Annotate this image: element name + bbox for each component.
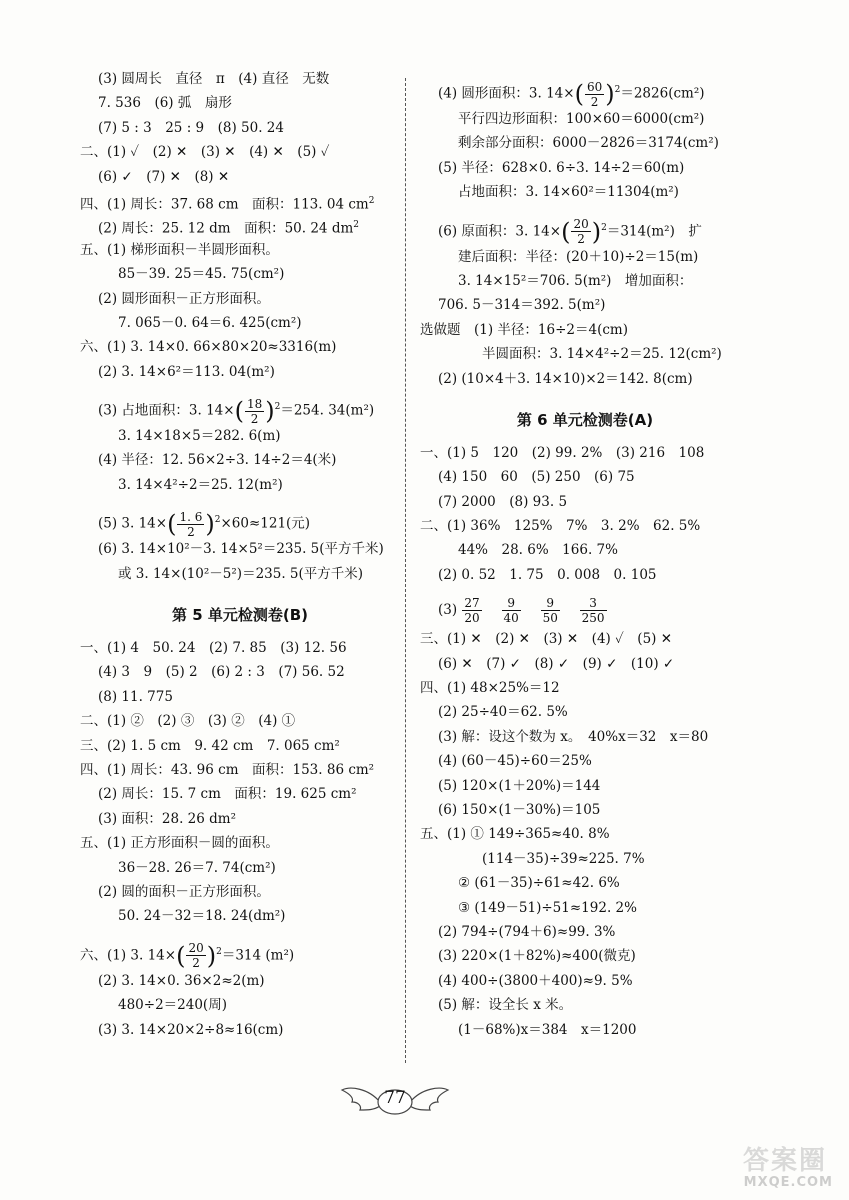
answer-line: (2) 0. 52 1. 75 0. 008 0. 105 bbox=[438, 566, 657, 583]
fraction: $\frac{1. 6}{2}$ bbox=[179, 509, 203, 539]
answer-line: 四、(1) 周长：43. 96 cm 面积：153. 86 cm² bbox=[80, 761, 375, 778]
answer-line: 一、(1) 4 50. 24 (2) 7. 85 (3) 12. 56 bbox=[80, 640, 347, 657]
answer-line: ③ (149－51)÷51≈192. 2% bbox=[458, 899, 637, 916]
right-column bbox=[420, 70, 750, 1045]
answer-line: 六、(1) 3. 14×0. 66×80×20≈3316(m) bbox=[80, 339, 337, 356]
answer-line: 六、(1) 3. 14×( $\frac{20}{2}$ )$^2$＝314 (m²) bbox=[80, 941, 295, 971]
answer-line: (2) 25÷40＝62. 5% bbox=[438, 704, 568, 721]
answer-line: 二、(1) ✓ (2) ✕ (3) ✕ (4) ✕ (5) ✓ bbox=[80, 144, 330, 161]
answer-line: (2) 圆形面积－正方形面积。 bbox=[98, 290, 270, 307]
answer-line bbox=[420, 590, 750, 630]
answer-line: (3) 220×(1＋82%)≈400(微克) bbox=[438, 948, 636, 965]
answer-line: 44% 28. 6% 166. 7% bbox=[458, 542, 618, 559]
answer-text: (4) 圆形面积：3. 14× bbox=[438, 85, 575, 102]
left-column bbox=[80, 70, 400, 1045]
answer-line: 占地面积：3. 14×60²＝11304(m²) bbox=[458, 184, 679, 201]
answer-line: (7) 2000 (8) 93. 5 bbox=[438, 493, 568, 510]
watermark-text: 答案圈 bbox=[742, 1146, 827, 1176]
answer-line: (6) 150×(1－30%)＝105 bbox=[438, 801, 601, 818]
answer-line: 选做题 (1) 半径：16÷2＝4(cm) bbox=[420, 321, 628, 338]
answer-line: 7. 065－0. 64＝6. 425(cm²) bbox=[118, 314, 302, 331]
answer-line: (4) 3 9 (5) 2 (6) 2 : 3 (7) 56. 52 bbox=[98, 664, 345, 681]
fraction: $\frac{9}{50}$ bbox=[542, 596, 558, 626]
answer-line: 五、(1) 正方形面积－圆的面积。 bbox=[80, 835, 279, 852]
answer-line: 480÷2＝240(周) bbox=[118, 997, 227, 1014]
answer-line: 3. 14×4²÷2＝25. 12(m²) bbox=[118, 476, 283, 493]
answer-line: (2) 周长：25. 12 dm 面积：50. 24 $dm^2$ bbox=[98, 220, 359, 237]
answer-line: ② (61－35)÷61≈42. 6% bbox=[458, 875, 620, 892]
answer-line: 50. 24－32＝18. 24(dm²) bbox=[118, 908, 286, 925]
answer-line: 85－39. 25＝45. 75(cm²) bbox=[118, 266, 285, 283]
answer-text: 六、(1) 3. 14× bbox=[80, 947, 177, 964]
fraction: $\frac{27}{20}$ bbox=[464, 596, 480, 626]
answer-text: ＝314 (m²) bbox=[221, 947, 295, 964]
answer-line: (4) 150 60 (5) 250 (6) 75 bbox=[438, 469, 635, 486]
answer-line: 建后面积：半径：(20＋10)÷2＝15(m) bbox=[458, 248, 699, 265]
answer-line: 706. 5－314＝392. 5(m²) bbox=[438, 297, 606, 314]
page-number-badge bbox=[340, 1080, 450, 1120]
answer-line: (2) 3. 14×0. 36×2≈2(m) bbox=[98, 972, 265, 989]
answer-line: (5) 3. 14×( $\frac{1. 6}{2}$ )$^2$×60≈121(元) bbox=[98, 509, 311, 539]
answer-line: 半圆面积：3. 14×4²÷2＝25. 12(cm²) bbox=[482, 346, 722, 363]
answer-line: 7. 536 (6) 弧 扇形 bbox=[98, 95, 232, 112]
fraction: $\frac{9}{40}$ bbox=[503, 596, 519, 626]
fraction: $\frac{20}{2}$ bbox=[573, 217, 589, 247]
answer-line: 四、(1) 周长：37. 68 cm 面积：113. 04 $cm^2$ bbox=[80, 195, 375, 213]
watermark-logo bbox=[713, 1140, 833, 1190]
answer-line: (114－35)÷39≈225. 7% bbox=[482, 850, 645, 867]
answer-line: (7) 5 : 3 25 : 9 (8) 50. 24 bbox=[98, 119, 284, 136]
fraction: $\frac{20}{2}$ bbox=[188, 941, 204, 971]
answer-line: 二、(1) ② (2) ③ (3) ② (4) ① bbox=[80, 713, 296, 730]
answer-line: (6) 原面积：3. 14×( $\frac{20}{2}$ )$^2$＝314(m²) 扩 bbox=[438, 217, 702, 247]
answer-line: (2) 圆的面积－正方形面积。 bbox=[98, 883, 270, 900]
answer-line: (4) (60－45)÷60＝25% bbox=[438, 753, 592, 770]
answer-text: (3) bbox=[438, 602, 458, 619]
answer-text: ＝254. 34(m²) bbox=[280, 402, 375, 419]
fraction: $\frac{18}{2}$ bbox=[246, 396, 263, 426]
answer-line: (2) 794÷(794＋6)≈99. 3% bbox=[438, 923, 616, 940]
answer-line: (6) ✓ (7) ✕ (8) ✕ bbox=[98, 168, 230, 185]
answer-line: 或 3. 14×(10²－5²)＝235. 5(平方千米) bbox=[118, 565, 364, 582]
answer-text: ＝2826(cm²) bbox=[620, 85, 705, 102]
answer-text: ×60≈121(元) bbox=[220, 515, 311, 532]
answer-line: 3. 14×18×5＝282. 6(m) bbox=[118, 428, 281, 445]
answer-text: 四、(1) 周长：37. 68 cm 面积：113. 04 cm bbox=[80, 196, 369, 213]
column-divider bbox=[405, 78, 406, 1063]
answer-line: (2) 周长：15. 7 cm 面积：19. 625 cm² bbox=[98, 786, 357, 803]
fraction: $\frac{60}{2}$ bbox=[586, 79, 603, 109]
answer-line: (5) 半径：628×0. 6÷3. 14÷2＝60(m) bbox=[438, 159, 685, 176]
answer-line: (4) 400÷(3800＋400)≈9. 5% bbox=[438, 972, 633, 989]
answer-line: (3) 3. 14×20×2÷8≈16(cm) bbox=[98, 1021, 284, 1038]
answer-line: 五、(1) ① 149÷365≈40. 8% bbox=[420, 826, 610, 843]
answer-line: (6) 3. 14×10²－3. 14×5²＝235. 5(平方千米) bbox=[98, 541, 384, 558]
answer-line: 四、(1) 48×25%＝12 bbox=[420, 680, 560, 697]
answer-line: (3) 面积：28. 26 dm² bbox=[98, 810, 236, 827]
answer-line: 剩余部分面积：6000－2826＝3174(cm²) bbox=[458, 135, 719, 152]
answer-line: 三、(2) 1. 5 cm 9. 42 cm 7. 065 cm² bbox=[80, 737, 340, 754]
section-heading: 第 5 单元检测卷(B) bbox=[171, 606, 309, 625]
answer-line: 3. 14×15²＝706. 5(m²) 增加面积： bbox=[458, 272, 693, 289]
answer-line: 三、(1) ✕ (2) ✕ (3) ✕ (4) ✓ (5) ✕ bbox=[420, 631, 673, 648]
answer-line: (8) 11. 775 bbox=[98, 688, 173, 705]
answer-line: (4) 圆形面积：3. 14×( $\frac{60}{2}$ )$^2$＝2826(cm²) bbox=[438, 79, 705, 109]
answer-text: ＝314(m²) 扩 bbox=[606, 223, 702, 240]
answer-line: 五、(1) 梯形面积－半圆形面积。 bbox=[80, 241, 279, 258]
answer-line: 平行四边形面积：100×60＝6000(cm²) bbox=[458, 111, 705, 127]
answer-line: (5) 解：设全长 x 米。 bbox=[438, 997, 573, 1014]
answer-line: (3) 解：设这个数为 x。 40%x＝32 x＝80 bbox=[438, 728, 709, 745]
answer-line: (1－68%)x＝384 x＝1200 bbox=[458, 1021, 637, 1038]
answer-line: (3) 圆周长 直径 π (4) 直径 无数 bbox=[98, 71, 330, 87]
answer-line: 36－28. 26＝7. 74(cm²) bbox=[118, 859, 276, 876]
answer-text: (3) 占地面积：3. 14× bbox=[98, 402, 235, 419]
section-heading: 第 6 单元检测卷(A) bbox=[516, 410, 654, 429]
answer-line: 一、(1) 5 120 (2) 99. 2% (3) 216 108 bbox=[420, 444, 705, 461]
answer-text: (2) 周长：25. 12 dm 面积：50. 24 dm bbox=[98, 220, 354, 237]
answer-line: (2) 3. 14×6²＝113. 04(m²) bbox=[98, 363, 275, 380]
fraction: $\frac{3}{250}$ bbox=[581, 596, 605, 626]
page-number: 77 bbox=[384, 1088, 406, 1108]
answer-line: (2) (10×4＋3. 14×10)×2＝142. 8(cm) bbox=[438, 370, 693, 387]
answer-text: (5) 3. 14× bbox=[98, 515, 168, 532]
answer-line: (3) 占地面积：3. 14×( $\frac{18}{2}$ )$^2$＝254. 34(m²) bbox=[98, 396, 375, 426]
watermark-url: MXQE.COM bbox=[743, 1175, 833, 1190]
answer-line: (6) ✕ (7) ✓ (8) ✓ (9) ✓ (10) ✓ bbox=[438, 655, 675, 672]
answer-line: (4) 半径：12. 56×2÷3. 14÷2＝4(米) bbox=[98, 452, 337, 469]
answer-text: (6) 原面积：3. 14× bbox=[438, 223, 562, 240]
answer-line: (5) 120×(1＋20%)＝144 bbox=[438, 777, 601, 794]
answer-line: 二、(1) 36% 125% 7% 3. 2% 62. 5% bbox=[420, 518, 701, 535]
